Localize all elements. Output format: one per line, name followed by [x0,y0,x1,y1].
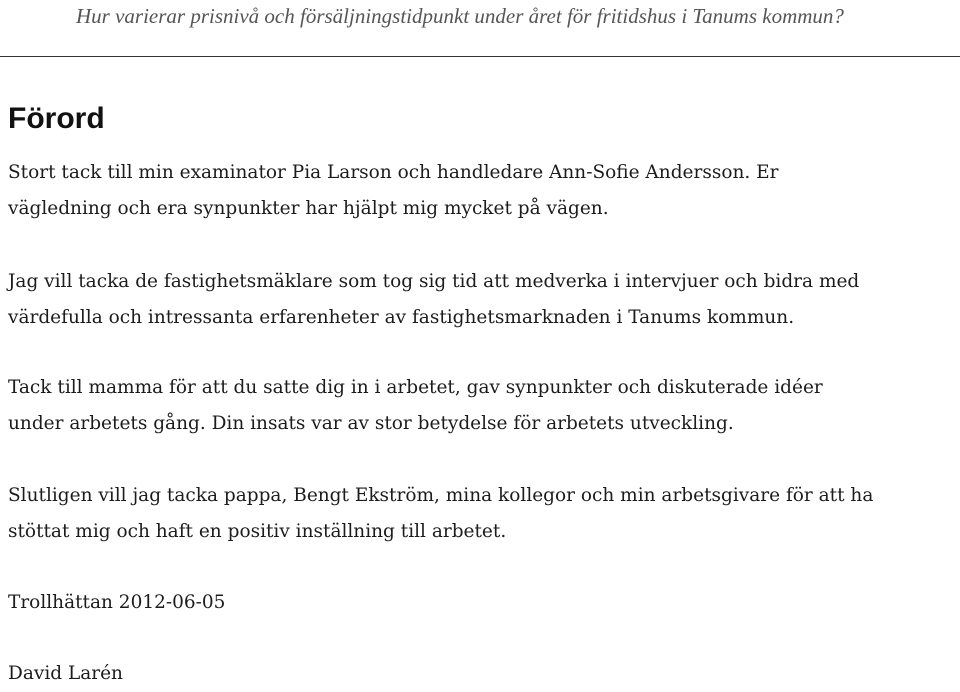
paragraph-line: Tack till mamma för att du satte dig in i arbetet, gav synpunkter och diskuterade idéer [8,377,823,398]
header-divider [0,56,960,57]
paragraph-line: under arbetets gång. Din insats var av stor betydelse för arbetets utveckling. [8,413,734,434]
paragraph-line: värdefulla och intressanta erfarenheter av fastighetsmarknaden i Tanums kommun. [8,307,795,328]
page-header [0,0,960,58]
paragraph-line: stöttat mig och haft en positiv inställning till arbetet. [8,521,507,542]
paragraph-thanks-father [8,478,873,550]
signature: David Larén [8,663,123,684]
paragraph-line: Slutligen vill jag tacka pappa, Bengt Ekström, mina kollegor och min arbetsgivare för att ha [8,485,874,506]
section-heading: Förord [8,102,105,135]
paragraph-line: Jag vill tacka de fastighetsmäklare som tog sig tid att medverka i intervjuer och bidra med [8,271,860,292]
running-header-title: Hur varierar prisnivå och försäljningstidpunkt under året för fritidshus i Tanums kommun? [76,4,844,28]
paragraph-line: Stort tack till min examinator Pia Larson och handledare Ann-Sofie Andersson. Er [8,162,779,183]
paragraph-line: vägledning och era synpunkter har hjälpt mig mycket på vägen. [8,198,609,219]
place-date: Trollhättan 2012-06-05 [8,592,226,613]
paragraph-thanks-supervisors [8,155,779,227]
paragraph-thanks-mother [8,370,823,442]
paragraph-thanks-brokers [8,264,859,336]
